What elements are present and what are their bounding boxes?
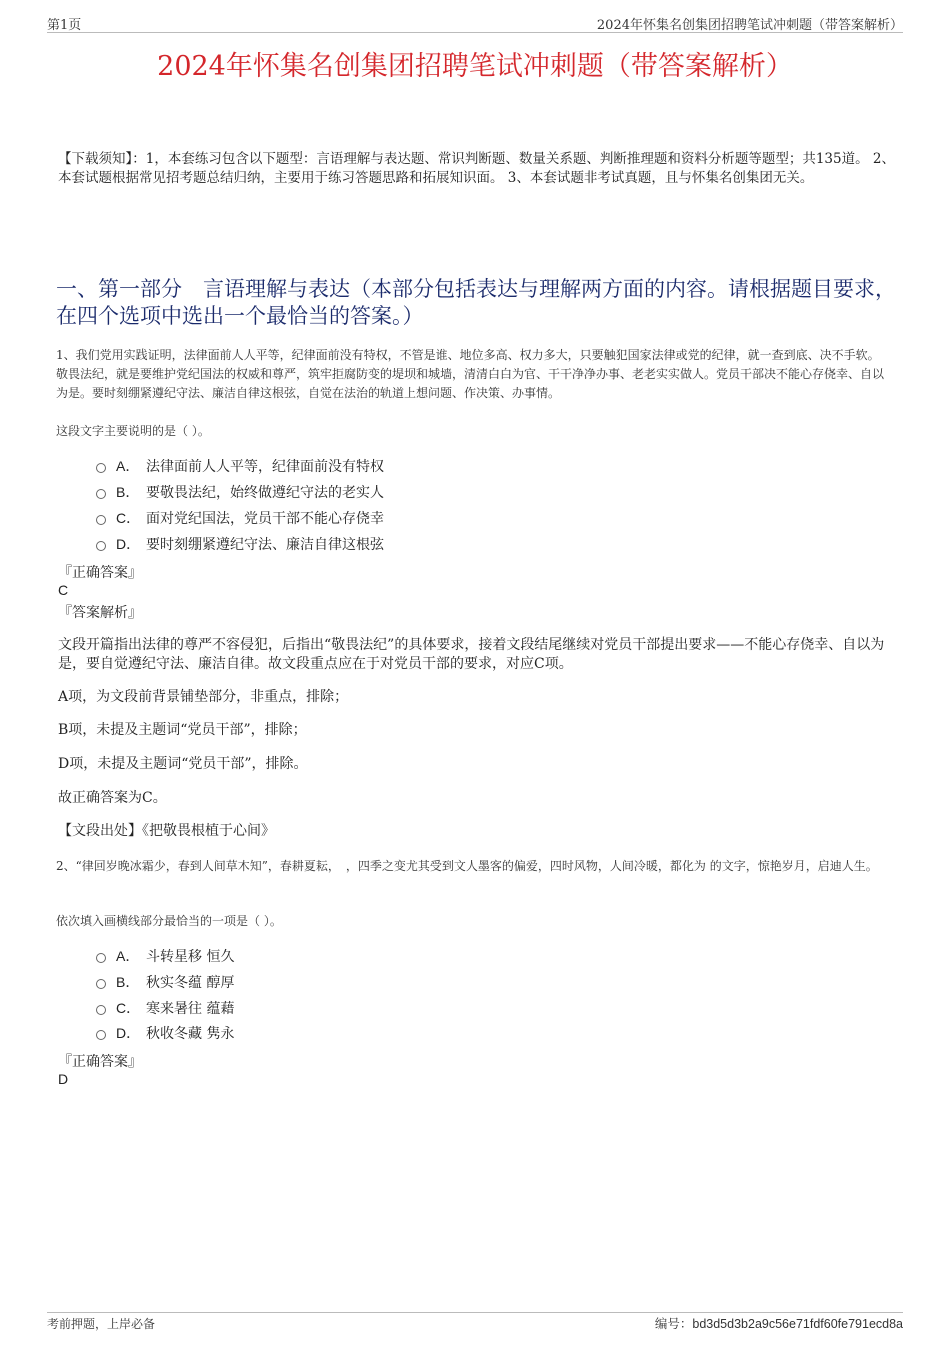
option-letter: B．: [116, 974, 140, 990]
header-doc-title: 2024年怀集名创集团招聘笔试冲刺题（带答案解析）: [596, 18, 903, 33]
question-1-answer-label: 『正确答案』: [58, 565, 142, 581]
question-1-text: 1、我们党用实践证明，法律面前人人平等，纪律面前没有特权，不管是谁、地位多高、权力多大，只要触犯国家法律或党的纪律，就一查到底、决不手软。敬畏法纪，就是要维护党纪国法的权威和尊严，筑牢拒腐防变的堤坝和城墙，清清白白为官、干干净净办事、老老实实做人。党员干部决不能心存侥幸、自以为是。要时刻绷紧遵纪守法、廉洁自律这根弦，自觉在法治的轨道上想问题、作决策、办事情。: [56, 348, 885, 400]
option-letter: B．: [116, 484, 140, 500]
question-2-option-c[interactable]: [96, 998, 234, 1018]
header-divider: [47, 32, 903, 33]
footer-code-label: 编号：: [654, 1316, 693, 1331]
option-text: 斗转星移 恒久: [146, 949, 235, 965]
question-2-prompt: 依次填入画横线部分最恰当的一项是（ ）。: [56, 914, 282, 928]
question-1-analysis-main: 文段开篇指出法律的尊严不容侵犯，后指出“敬畏法纪”的具体要求，接着文段结尾继续对党员干部提出要求——不能心存侥幸、自以为是，要自觉遵纪守法、廉洁自律。故文段重点应在于对党员干部的要求，对应C项。: [58, 637, 885, 672]
option-text: 秋实冬蕴 醇厚: [146, 975, 235, 991]
page-title: 2024年怀集名创集团招聘笔试冲刺题（带答案解析）: [157, 51, 793, 82]
question-1-source: 【文段出处】《把敬畏根植于心间》: [58, 823, 275, 839]
radio-icon[interactable]: [96, 463, 106, 473]
option-letter: D．: [116, 1025, 141, 1041]
option-text: 要敬畏法纪，始终做遵纪守法的老实人: [146, 485, 384, 501]
option-letter: A．: [116, 458, 140, 474]
question-1-analysis-d: D项，未提及主题词“党员干部”，排除。: [58, 756, 308, 772]
radio-icon[interactable]: [96, 489, 106, 499]
footer-divider: [47, 1312, 903, 1313]
question-2-answer-label: 『正确答案』: [58, 1054, 142, 1070]
question-1-analysis-label: 『答案解析』: [58, 605, 142, 621]
question-1-option-d[interactable]: [96, 534, 384, 554]
option-letter: D．: [116, 536, 141, 552]
question-2-option-a[interactable]: [96, 946, 234, 966]
radio-icon[interactable]: [96, 541, 106, 551]
question-1-option-a[interactable]: [96, 456, 384, 476]
option-text: 寒来暑往 蕴藉: [146, 1001, 235, 1017]
option-letter: C．: [116, 1000, 141, 1016]
option-text: 秋收冬藏 隽永: [146, 1026, 235, 1042]
radio-icon[interactable]: [96, 953, 106, 963]
footer-code-value: bd3d5d3b2a9c56e71fdf60fe791ecd8a: [692, 1317, 903, 1331]
option-text: 面对党纪国法，党员干部不能心存侥幸: [146, 511, 384, 527]
question-1-analysis-a: A项，为文段前背景铺垫部分，非重点，排除；: [58, 689, 349, 705]
footer-slogan: 考前押题，上岸必备: [47, 1317, 156, 1331]
question-2-option-d[interactable]: [96, 1023, 234, 1043]
question-1-answer: C: [58, 582, 69, 598]
section-heading: 一、第一部分 言语理解与表达（本部分包括表达与理解两方面的内容。请根据题目要求，在四个选项中选出一个最恰当的答案。）: [56, 277, 896, 328]
question-2-option-b[interactable]: [96, 972, 234, 992]
option-text: 要时刻绷紧遵纪守法、廉洁自律这根弦: [146, 537, 384, 553]
question-2-answer: D: [58, 1071, 69, 1087]
footer-code: [655, 1314, 903, 1332]
question-1-analysis-conclusion: 故正确答案为C。: [58, 790, 167, 806]
download-notice: 【下载须知】：1，本套练习包含以下题型：言语理解与表达题、常识判断题、数量关系题、判断推理题和资料分析题等题型；共135道。 2、本套试题根据常见招考题总结归纳，主要用于练习答题思路和拓展知识面。 3、本套试题非考试真题，且与怀集名创集团无关。: [58, 151, 895, 186]
option-letter: A．: [116, 948, 140, 964]
radio-icon[interactable]: [96, 515, 106, 525]
question-1-prompt: 这段文字主要说明的是（ ）。: [56, 424, 210, 438]
option-letter: C．: [116, 510, 141, 526]
question-1-analysis-b: B项，未提及主题词“党员干部”，排除；: [58, 722, 307, 738]
header-page-number: 第1页: [47, 18, 82, 33]
radio-icon[interactable]: [96, 979, 106, 989]
radio-icon[interactable]: [96, 1005, 106, 1015]
option-text: 法律面前人人平等，纪律面前没有特权: [146, 459, 384, 475]
question-1-option-c[interactable]: [96, 508, 384, 528]
radio-icon[interactable]: [96, 1030, 106, 1040]
question-1-option-b[interactable]: [96, 482, 384, 502]
question-2-text: 2、“律回岁晚冰霜少，春到人间草木知”，春耕夏耘， ，四季之变尤其受到文人墨客的偏爱，四时风物，人间冷暖，都化为 的文字，惊艳岁月，启迪人生。: [56, 859, 878, 873]
